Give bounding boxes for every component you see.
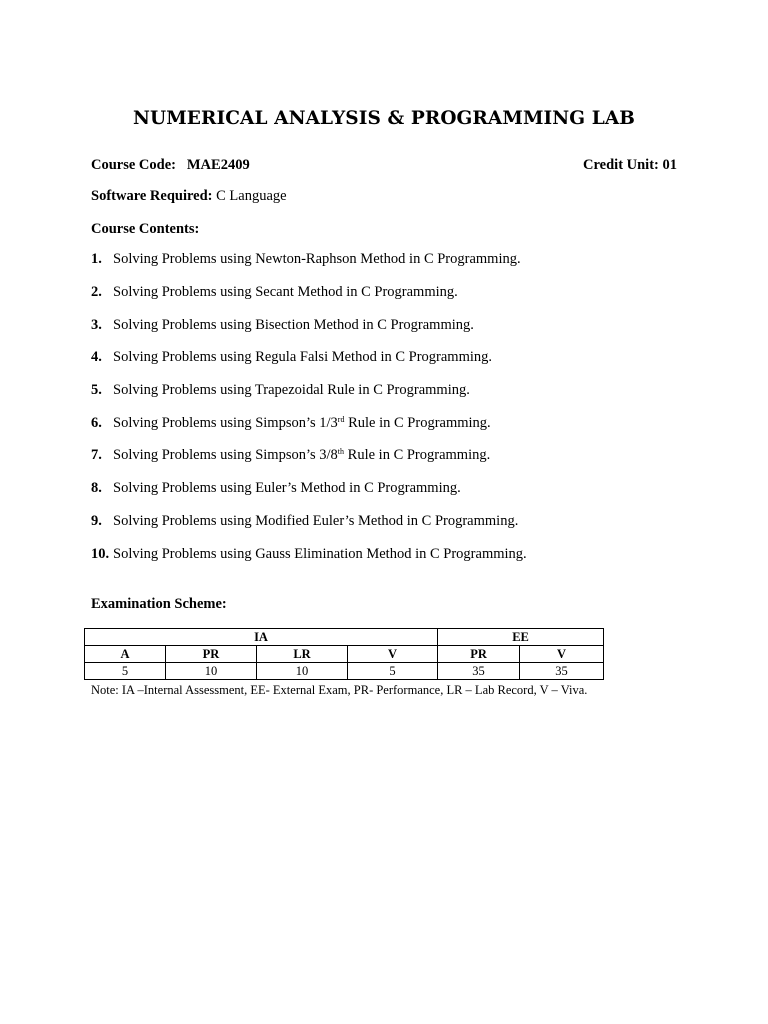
software-label: Software Required: (91, 188, 213, 204)
list-item (91, 546, 527, 563)
list-item (91, 349, 492, 366)
list-item-text: Solving Problems using Gauss Elimination Method in C Programming. (113, 546, 527, 562)
table-cell: 10 (166, 663, 257, 680)
table-row (85, 629, 604, 646)
list-item-number: 10. (91, 546, 110, 562)
list-item (91, 415, 491, 432)
list-item (91, 317, 474, 334)
column-header: PR (166, 646, 257, 663)
table-cell: 5 (348, 663, 438, 680)
table-cell: 5 (85, 663, 166, 680)
list-item-text: Solving Problems using Newton-Raphson Method in C Programming. (113, 251, 521, 267)
course-code-value: MAE2409 (186, 157, 250, 173)
list-item-text: Solving Problems using Simpson’s 3/8 (113, 447, 338, 463)
page-title: NUMERICAL ANALYSIS & PROGRAMMING LAB (132, 108, 636, 129)
list-item-number: 3. (91, 317, 102, 333)
table-cell: 10 (257, 663, 348, 680)
list-item (91, 480, 461, 497)
column-header: V (520, 646, 604, 663)
course-code (91, 157, 250, 174)
list-item-text-suffix: Rule in C Programming. (344, 447, 491, 463)
column-header: LR (257, 646, 348, 663)
credit-unit: Credit Unit: 01 (583, 157, 677, 173)
exam-scheme-table (84, 628, 604, 680)
list-item (91, 513, 518, 530)
list-item-number: 1. (91, 251, 102, 267)
list-item (91, 284, 458, 301)
exam-note: Note: IA –Internal Assessment, EE- External Exam, PR- Performance, LR – Lab Record, V – Viva. (91, 683, 588, 697)
column-header: V (348, 646, 438, 663)
table-row (85, 646, 604, 663)
list-item-text: Solving Problems using Secant Method in C Programming. (113, 284, 458, 300)
group-header-ee: EE (438, 629, 604, 646)
list-item (91, 382, 470, 399)
list-item-text: Solving Problems using Euler’s Method in C Programming. (113, 480, 461, 496)
list-item-number: 5. (91, 382, 102, 398)
software-required (91, 188, 287, 205)
contents-heading: Course Contents: (91, 221, 200, 237)
list-item-number: 8. (91, 480, 102, 496)
column-header: PR (438, 646, 520, 663)
list-item-number: 4. (91, 349, 102, 365)
list-item-text: Solving Problems using Modified Euler’s Method in C Programming. (113, 513, 519, 529)
list-item (91, 447, 490, 464)
list-item-text: Solving Problems using Bisection Method in C Programming. (113, 317, 474, 333)
list-item-number: 9. (91, 513, 102, 529)
exam-heading: Examination Scheme: (91, 596, 227, 612)
list-item-text: Solving Problems using Regula Falsi Method in C Programming. (113, 349, 493, 365)
table-cell: 35 (438, 663, 520, 680)
software-value: C Language (216, 188, 287, 204)
list-item-number: 7. (91, 447, 102, 463)
list-item-text-suffix: Rule in C Programming. (344, 415, 491, 431)
list-item-number: 2. (91, 284, 102, 300)
list-item-superscript: rd (337, 415, 345, 424)
list-item-text: Solving Problems using Simpson’s 1/3 (113, 415, 338, 431)
table-cell: 35 (520, 663, 604, 680)
course-code-label: Course Code: (91, 157, 176, 173)
group-header-ia: IA (85, 629, 438, 646)
list-item (91, 251, 521, 268)
list-item-superscript: th (337, 447, 345, 456)
list-item-text: Solving Problems using Trapezoidal Rule in C Programming. (113, 382, 470, 398)
table-row (85, 663, 604, 680)
list-item-number: 6. (91, 415, 102, 431)
column-header: A (85, 646, 166, 663)
